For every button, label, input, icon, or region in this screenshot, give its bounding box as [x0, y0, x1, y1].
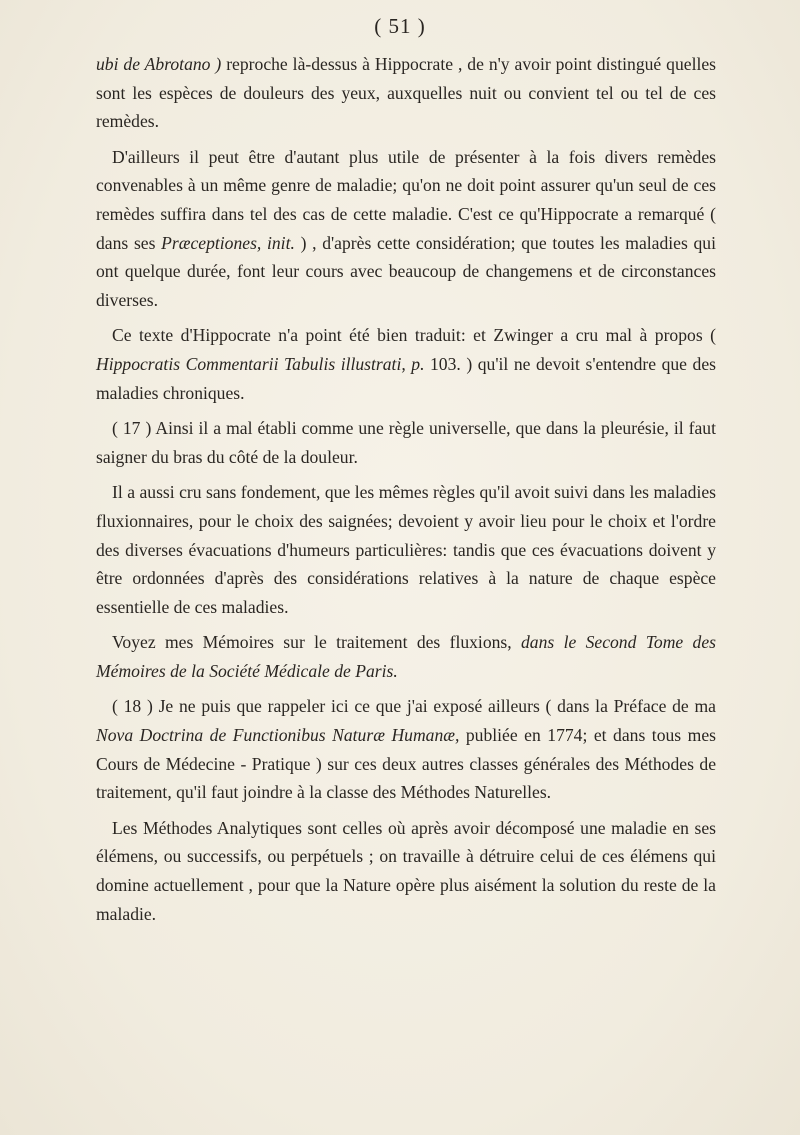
- text-run: Il a aussi cru sans fondement, que les mêmes règles qu'il avoit suivi dans les maladies fluxionnaires, pour le choix des saignées; devoient y avoir lieu pour le choix et l'ordre des diverses évacuations d'humeurs particulières: tandis que ces évacuations doivent y être ordonnées d'après des considérations relatives à la nature de chaque espèce essentielle de ces maladies.: [96, 482, 716, 617]
- paragraph-2: [96, 143, 716, 315]
- text-run: Ce texte d'Hippocrate n'a point été bien traduit: et Zwinger a cru mal à propos (: [112, 325, 716, 346]
- text-run: Præceptiones, init.: [161, 232, 295, 253]
- paragraph-8: [96, 814, 716, 928]
- text-run: ) , d'après cette considération; que toutes les maladies qui ont quelque durée, font leur cours avec beaucoup de changemens et de circonstances diverses.: [96, 232, 716, 310]
- paragraph-4: [96, 414, 716, 471]
- text-run: 103. ) qu'il ne devoit s'entendre que des maladies chroniques.: [96, 353, 716, 403]
- text-run: D'ailleurs il peut être d'autant plus utile de présenter à la fois divers remèdes convenables à un même genre de maladie; qu'on ne doit point assurer qu'un seul de ces remèdes suffira dans tel des cas de cette maladie. C'est ce qu'Hippocrate a remarqué ( dans ses: [96, 146, 716, 253]
- text-run: dans le Second Tome des Mémoires de la Société Médicale de Paris.: [96, 632, 716, 681]
- text-run: ( 18 ) Je ne puis que rappeler ici ce que j'ai exposé ailleurs ( dans la Préface de ma: [112, 696, 716, 717]
- text-run: ( 17 ) Ainsi il a mal établi comme une règle universelle, que dans la pleurésie, il faut saigner du bras du côté de la douleur.: [96, 418, 716, 467]
- paragraph-3: [96, 321, 716, 407]
- paragraph-5: [96, 478, 716, 621]
- text-run: reproche là-dessus à Hippocrate , de n'y avoir point distingué quelles sont les espèces de douleurs des yeux, auxquelles nuit ou convient tel ou tel de ces remèdes.: [96, 54, 717, 132]
- paragraph-6: [96, 628, 716, 685]
- text-run: Hippocratis Commentarii Tabulis illustrati, p.: [96, 353, 425, 374]
- text-run: ubi de Abrotano ): [96, 54, 222, 74]
- body-text: [96, 50, 716, 935]
- paragraph-7: [96, 692, 716, 806]
- paragraph-1: [96, 50, 716, 136]
- text-run: Les Méthodes Analytiques sont celles où après avoir décomposé une maladie en ses élémens, ou successifs, ou perpétuels ; on travaille à détruire celui de ces élémens qui domine actuellement , pour que la Nature opère plus aisément la solution du reste de la maladie.: [96, 817, 716, 924]
- text-run: publiée en 1774; et dans tous mes Cours de Médecine - Pratique ) sur ces deux autres classes générales des Méthodes de traitement, qu'il faut joindre à la classe des Méthodes Naturelles.: [96, 725, 716, 803]
- text-run: Voyez mes Mémoires sur le traitement des fluxions,: [112, 632, 521, 653]
- text-run: Nova Doctrina de Functionibus Naturæ Humanæ,: [96, 725, 460, 746]
- page-number: ( 51 ): [374, 14, 426, 38]
